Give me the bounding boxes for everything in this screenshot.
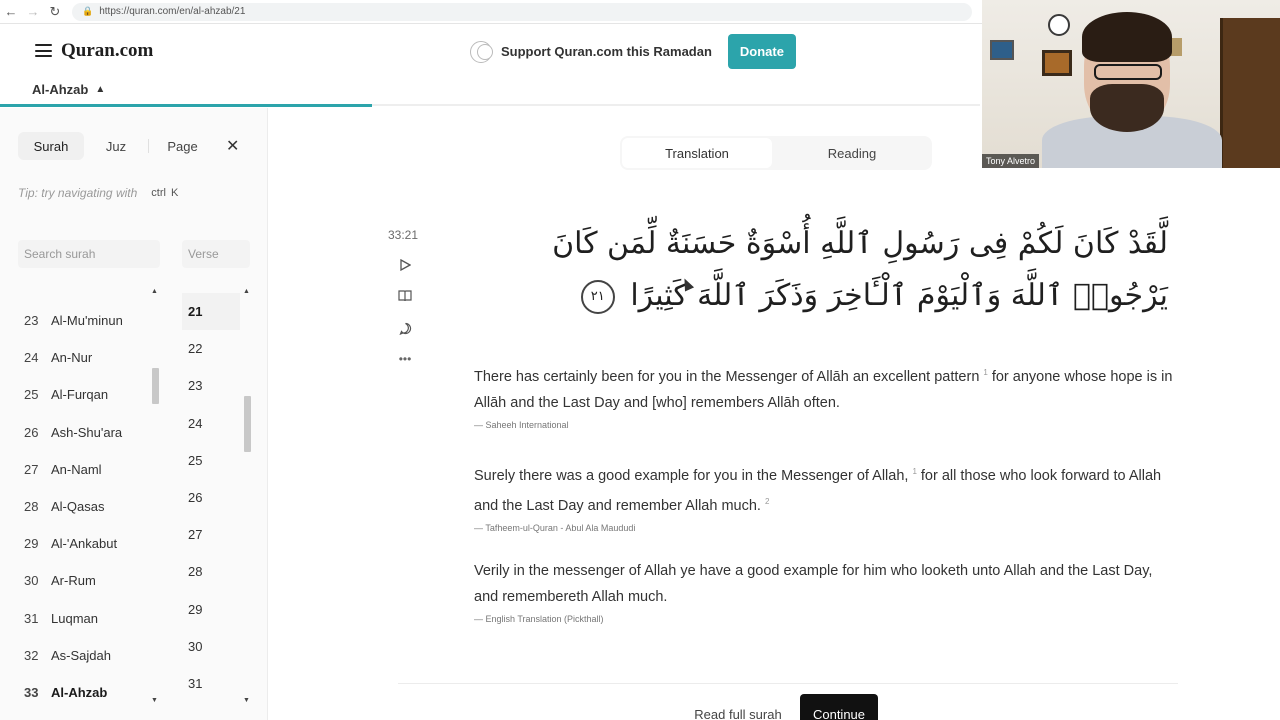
clock-icon — [1048, 14, 1070, 36]
tab-translation[interactable]: Translation — [622, 138, 772, 168]
kbd-k: K — [170, 187, 179, 199]
verse-list-item[interactable]: 23 — [188, 378, 203, 394]
surah-list-item[interactable] — [24, 488, 152, 525]
surah-list-item[interactable] — [24, 674, 152, 708]
surah-scroll-thumb[interactable] — [152, 368, 159, 404]
surah-list-item[interactable] — [24, 376, 152, 413]
verse-list-item[interactable]: 25 — [188, 452, 203, 468]
verse-list-item[interactable]: 22 — [188, 341, 203, 357]
play-icon[interactable] — [396, 256, 414, 274]
url-text: https://quran.com/en/al-ahzab/21 — [99, 6, 246, 17]
continue-button[interactable]: Continue — [800, 694, 878, 720]
tab-surah[interactable]: Surah — [18, 132, 84, 160]
surah-name: As-Sajdah — [51, 647, 111, 663]
site-header — [0, 24, 980, 78]
surah-number: 32 — [24, 647, 39, 663]
verse-list-item[interactable]: 30 — [188, 638, 203, 654]
sidebar-tabs — [18, 132, 250, 160]
scroll-up-icon[interactable]: ▲ — [243, 288, 250, 295]
surah-name: Al-Mu'minun — [51, 313, 123, 328]
reading-mode-switch — [620, 136, 932, 170]
scroll-down-icon[interactable]: ▼ — [151, 697, 158, 704]
translation-part: There has certainly been for you in the Messenger of Allāh an excellent pattern — [474, 368, 980, 385]
verse-list-item[interactable]: 29 — [188, 601, 203, 617]
verse-list-item[interactable]: 27 — [188, 527, 203, 543]
translation-block — [474, 360, 1174, 430]
surah-list-item[interactable] — [24, 525, 152, 562]
verse-list-item[interactable]: 24 — [188, 415, 203, 431]
surah-name: An-Nur — [51, 350, 93, 366]
verse-key[interactable]: 33:21 — [388, 228, 419, 242]
scroll-down-icon[interactable]: ▼ — [243, 697, 250, 704]
kbd-ctrl: ctrl — [151, 187, 166, 199]
tab-juz[interactable]: Juz — [105, 138, 127, 154]
surah-name: Al-Furqan — [51, 387, 109, 403]
moon-icon — [470, 41, 492, 63]
translation-part: for anyone whose hope is in Allāh and the Last Day and [who] remembers Allāh often. — [474, 368, 1173, 411]
verse-list — [182, 288, 240, 708]
surah-name: An-Naml — [51, 461, 102, 477]
translation-source: — English Translation (Pickthall) — [474, 614, 604, 624]
verse-list-item[interactable]: 28 — [188, 564, 203, 580]
person-beard — [1090, 84, 1164, 132]
surah-number: 30 — [24, 573, 39, 589]
translation-text — [474, 459, 1174, 519]
reading-progress-fill — [0, 104, 372, 107]
footnote-marker[interactable]: 1 — [983, 368, 988, 377]
translation-block — [474, 459, 1174, 533]
surah-name: Al-Ahzab — [51, 685, 108, 700]
verse-list-item[interactable]: 31 — [188, 676, 203, 691]
surah-number: 28 — [24, 499, 39, 514]
forward-icon[interactable]: → — [26, 4, 40, 19]
site-logo[interactable]: Quran.com — [61, 40, 154, 61]
close-icon[interactable]: ✕ — [226, 138, 240, 155]
translation-block — [474, 558, 1174, 624]
surah-list-item[interactable] — [24, 414, 152, 451]
ayah-number-marker: ٢١ — [581, 280, 615, 314]
tab-page[interactable]: Page — [148, 139, 216, 153]
surah-scrollbar[interactable] — [150, 288, 160, 704]
surah-name: Luqman — [51, 610, 98, 626]
reading-progress-bar — [0, 104, 980, 106]
verse-search-input[interactable]: Verse — [182, 240, 250, 268]
verse-list-item[interactable]: 26 — [188, 490, 203, 505]
person-hair — [1082, 12, 1172, 62]
surah-list-item[interactable] — [24, 562, 152, 599]
support-banner — [470, 34, 796, 69]
surah-list-item[interactable] — [24, 302, 152, 339]
surah-name: Ar-Rum — [51, 573, 96, 589]
arabic-verse-text — [478, 218, 1168, 322]
surah-selector[interactable] — [32, 82, 105, 97]
wall-picture — [990, 40, 1014, 60]
chevron-up-icon: ▲ — [95, 84, 106, 95]
back-icon[interactable]: ← — [4, 4, 18, 19]
surah-name: Al-Qasas — [51, 499, 105, 514]
webcam-name-label: Tony Alvetro — [982, 154, 1039, 168]
surah-name: Ash-Shu'ara — [51, 424, 123, 440]
divider — [398, 683, 1178, 684]
surah-number: 29 — [24, 536, 39, 552]
surah-list-item[interactable] — [24, 637, 152, 674]
surah-number: 26 — [24, 424, 39, 440]
translation-part: Verily in the messenger of Allah ye have a good example for him who looketh unto Allah and the Last Day, and remembereth Allah much. — [474, 563, 1153, 605]
lock-icon: 🔒 — [82, 6, 94, 16]
reload-icon[interactable]: ↻ — [49, 3, 61, 19]
navigation-sidebar — [0, 108, 268, 720]
person-glasses — [1094, 64, 1162, 80]
surah-list — [0, 288, 164, 708]
arabic-text: لَّقَدْ كَانَ لَكُمْ فِى رَسُولِ ٱللَّهِ أُسْوَةٌ حَسَنَةٌ لِّمَن كَانَ يَرْجُوا۟ ٱللَّهَ وَٱلْيَوْمَ ٱلْـَٔاخِرَ وَذَكَرَ ٱللَّهَ كَثِيرًا — [552, 226, 1168, 313]
address-bar[interactable] — [72, 3, 972, 21]
surah-number: 27 — [24, 461, 39, 477]
donate-button[interactable]: Donate — [728, 34, 796, 69]
menu-icon[interactable] — [35, 44, 52, 57]
tip-text: Tip: try navigating with — [18, 186, 138, 200]
translation-source: — Tafheem-ul-Quran - Abul Ala Maududi — [474, 522, 636, 533]
surah-name: Al-'Ankabut — [51, 536, 118, 552]
footnote-marker[interactable]: 1 — [912, 467, 917, 476]
verse-scroll-thumb[interactable] — [244, 396, 251, 452]
surah-number: 25 — [24, 387, 39, 403]
surah-list-item[interactable] — [24, 339, 152, 376]
context-bar — [0, 78, 980, 106]
comment-icon[interactable] — [396, 319, 414, 337]
verse-scrollbar[interactable] — [242, 288, 252, 704]
support-text: Support Quran.com this Ramadan — [501, 44, 712, 59]
surah-number: 23 — [24, 313, 39, 328]
footnote-marker[interactable]: 2 — [764, 496, 770, 506]
scroll-up-icon[interactable]: ▲ — [151, 288, 158, 295]
surah-title: Al-Ahzab — [32, 82, 89, 97]
search-surah-input[interactable]: Search surah — [18, 240, 160, 268]
keyboard-tip — [18, 186, 178, 200]
kbd-shortcut — [151, 187, 178, 199]
surah-list-item[interactable] — [24, 600, 152, 637]
translation-source: — Saheeh International — [474, 419, 569, 430]
webcam-door — [1220, 18, 1280, 168]
wall-picture — [1042, 50, 1072, 76]
surah-number: 33 — [24, 685, 39, 700]
tab-reading[interactable]: Reading — [827, 145, 877, 161]
main-content — [268, 108, 1280, 720]
translation-text — [474, 558, 1174, 610]
surah-number: 31 — [24, 610, 39, 626]
tafsir-book-icon[interactable] — [396, 287, 414, 305]
more-options-icon[interactable]: ••• — [398, 352, 412, 366]
surah-number: 24 — [24, 350, 39, 366]
verse-list-item[interactable]: 21 — [182, 293, 240, 330]
surah-list-item[interactable] — [24, 451, 152, 488]
webcam-overlay — [982, 0, 1280, 168]
translation-text — [474, 360, 1174, 416]
translation-part: Surely there was a good example for you in the Messenger of Allah, — [474, 467, 909, 484]
read-full-surah-button[interactable]: Read full surah — [694, 706, 782, 720]
translation-part: for all those who look forward to Allah and the Last Day and remember Allah much. — [474, 467, 1162, 514]
